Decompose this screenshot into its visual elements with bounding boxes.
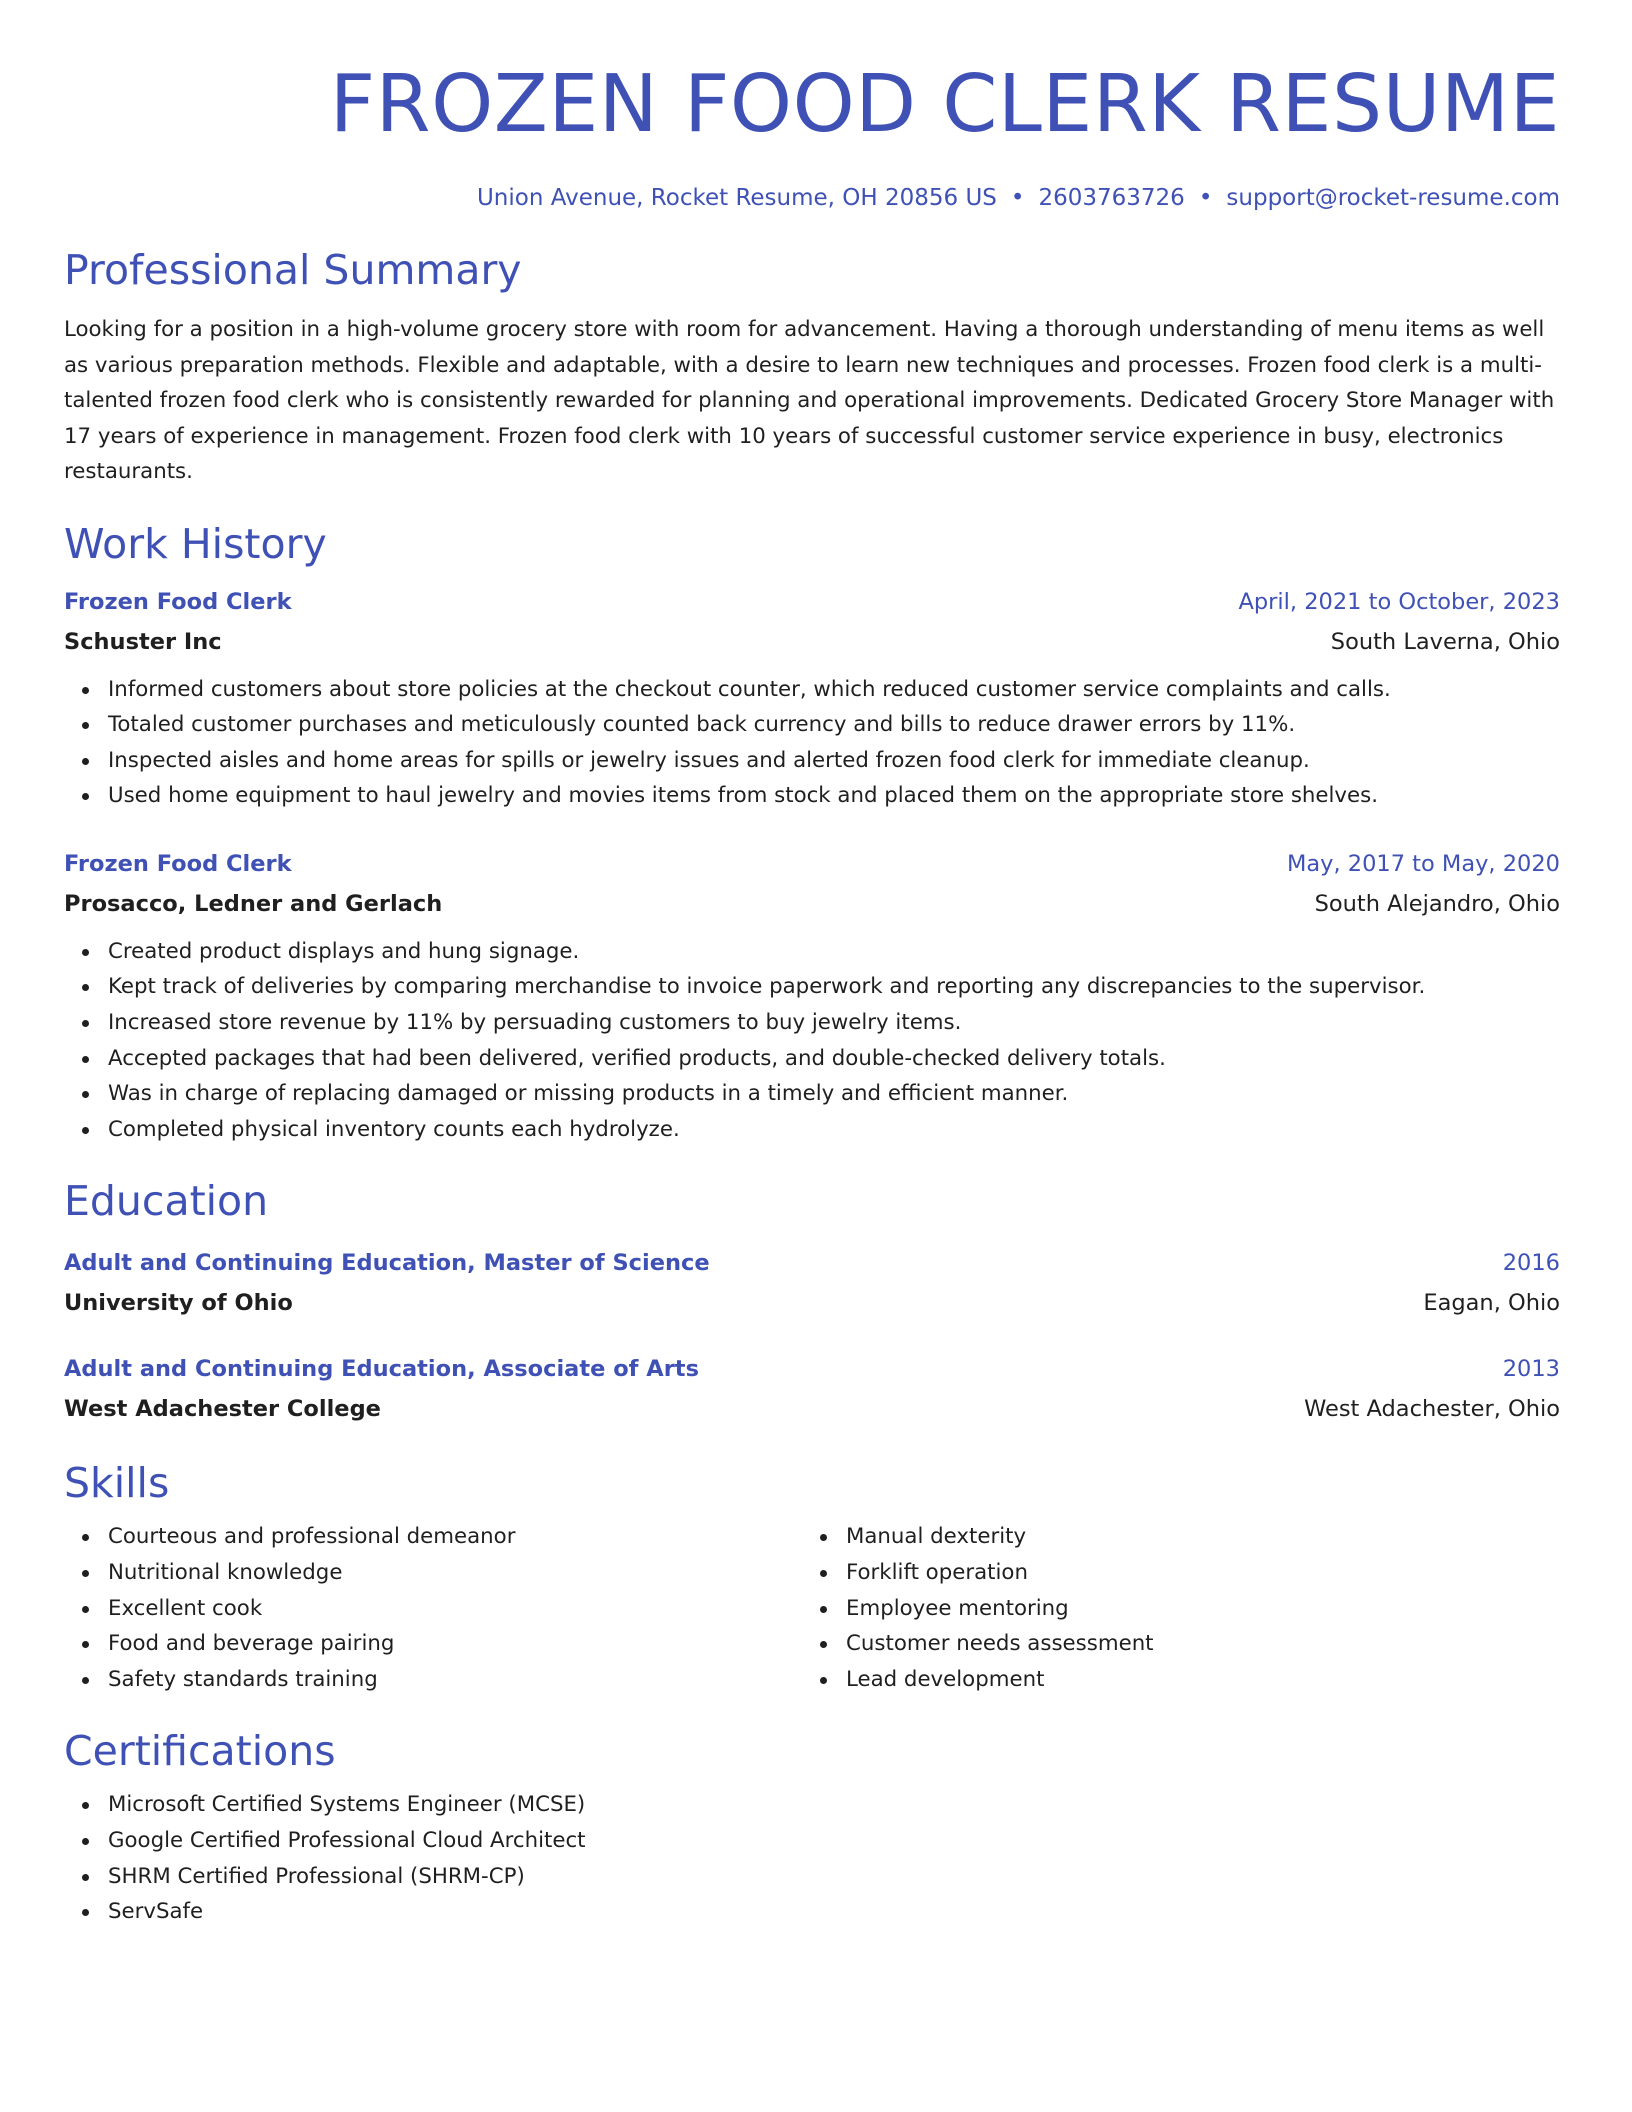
certification-item: ServSafe xyxy=(108,1894,1560,1930)
education-location: West Adachester, Ohio xyxy=(1304,1396,1560,1423)
work-history-section xyxy=(64,518,1560,1148)
education-year: 2013 xyxy=(1502,1356,1560,1383)
job-bullets xyxy=(64,672,1560,814)
skill-item: Customer needs assessment xyxy=(846,1626,1560,1662)
certifications-section xyxy=(64,1725,1560,1929)
job-company: Prosacco, Ledner and Gerlach xyxy=(64,890,443,917)
education-section xyxy=(64,1175,1560,1429)
section-title-education: Education xyxy=(64,1177,269,1226)
resume-page xyxy=(64,56,1560,1930)
job-bullet: Completed physical inventory counts each hydrolyze. xyxy=(108,1112,1560,1148)
job-company: Schuster Inc xyxy=(64,628,222,655)
contact-phone: 2603763726 xyxy=(1038,185,1185,211)
job-bullet: Was in charge of replacing damaged or missing products in a timely and efficient manner. xyxy=(108,1076,1560,1112)
skills-columns xyxy=(64,1519,1560,1697)
job-entry xyxy=(64,582,1560,814)
summary-text: Looking for a position in a high-volume grocery store with room for advancement. Having a thorough understanding of menu items as well as various preparation methods. Flexible and adaptable, with a desire to learn new techniques and processes. Frozen food clerk is a multi-talented frozen food clerk who is consistently rewarded for planning and operational improvements. Dedicated Grocery Store Manager with 17 years of experience in management. Frozen food clerk with 10 years of successful customer service experience in busy, electronics restaurants. xyxy=(64,317,1555,484)
education-school: University of Ohio xyxy=(64,1290,293,1317)
section-title-work-history: Work History xyxy=(64,519,327,568)
education-school: West Adachester College xyxy=(64,1396,381,1423)
job-bullet: Accepted packages that had been delivered, verified products, and double-checked delivery totals. xyxy=(108,1041,1560,1077)
contact-line xyxy=(64,182,1560,214)
section-title-summary: Professional Summary xyxy=(64,246,522,294)
skill-item: Forklift operation xyxy=(846,1555,1560,1591)
job-bullet: Totaled customer purchases and meticulously counted back currency and bills to reduce drawer errors by 11%. xyxy=(108,707,1560,743)
section-title-certifications: Certifications xyxy=(64,1727,336,1776)
education-degree: Adult and Continuing Education, Master of Science xyxy=(64,1250,710,1277)
education-entry xyxy=(64,1243,1560,1323)
job-title: Frozen Food Clerk xyxy=(64,588,292,615)
skill-item: Safety standards training xyxy=(108,1662,802,1698)
job-bullet: Used home equipment to haul jewelry and movies items from stock and placed them on the appropriate store shelves. xyxy=(108,778,1560,814)
job-bullet: Increased store revenue by 11% by persuading customers to buy jewelry items. xyxy=(108,1005,1560,1041)
contact-address: Union Avenue, Rocket Resume, OH 20856 US xyxy=(476,185,997,211)
contact-separator: • xyxy=(1198,185,1213,211)
job-location: South Alejandro, Ohio xyxy=(1314,890,1560,917)
certification-item: SHRM Certified Professional (SHRM-CP) xyxy=(108,1859,1560,1895)
job-bullet: Created product displays and hung signage. xyxy=(108,934,1560,970)
education-degree: Adult and Continuing Education, Associate of Arts xyxy=(64,1356,699,1383)
job-bullet: Inspected aisles and home areas for spills or jewelry issues and alerted frozen food clerk for immediate cleanup. xyxy=(108,743,1560,779)
skill-item: Food and beverage pairing xyxy=(108,1626,802,1662)
job-dates: May, 2017 to May, 2020 xyxy=(1286,850,1560,877)
job-bullet: Kept track of deliveries by comparing merchandise to invoice paperwork and reporting any discrepancies to the supervisor. xyxy=(108,969,1560,1005)
resume-header xyxy=(64,56,1560,214)
skills-column-right xyxy=(802,1519,1560,1697)
section-title-skills: Skills xyxy=(64,1459,170,1508)
skill-item: Nutritional knowledge xyxy=(108,1555,802,1591)
job-bullets xyxy=(64,934,1560,1148)
education-location: Eagan, Ohio xyxy=(1423,1290,1560,1317)
certification-item: Microsoft Certified Systems Engineer (MCSE) xyxy=(108,1787,1560,1823)
skills-section xyxy=(64,1457,1560,1697)
skills-list xyxy=(64,1519,802,1697)
summary-section xyxy=(64,244,1560,490)
education-entry xyxy=(64,1349,1560,1429)
certification-item: Google Certified Professional Cloud Architect xyxy=(108,1823,1560,1859)
skill-item: Employee mentoring xyxy=(846,1591,1560,1627)
job-bullet: Informed customers about store policies at the checkout counter, which reduced customer service complaints and calls. xyxy=(108,672,1560,708)
skill-item: Courteous and professional demeanor xyxy=(108,1519,802,1555)
contact-email: support@rocket-resume.com xyxy=(1226,185,1560,211)
skills-list xyxy=(802,1519,1560,1697)
job-entry xyxy=(64,844,1560,1148)
job-dates: April, 2021 to October, 2023 xyxy=(1238,588,1560,615)
skill-item: Lead development xyxy=(846,1662,1560,1698)
contact-separator: • xyxy=(1010,185,1025,211)
job-title: Frozen Food Clerk xyxy=(64,850,292,877)
resume-title: FROZEN FOOD CLERK RESUME xyxy=(329,58,1560,150)
skill-item: Excellent cook xyxy=(108,1591,802,1627)
certifications-list xyxy=(64,1787,1560,1929)
skill-item: Manual dexterity xyxy=(846,1519,1560,1555)
job-location: South Laverna, Ohio xyxy=(1330,628,1560,655)
skills-column-left xyxy=(64,1519,802,1697)
education-year: 2016 xyxy=(1502,1250,1560,1277)
